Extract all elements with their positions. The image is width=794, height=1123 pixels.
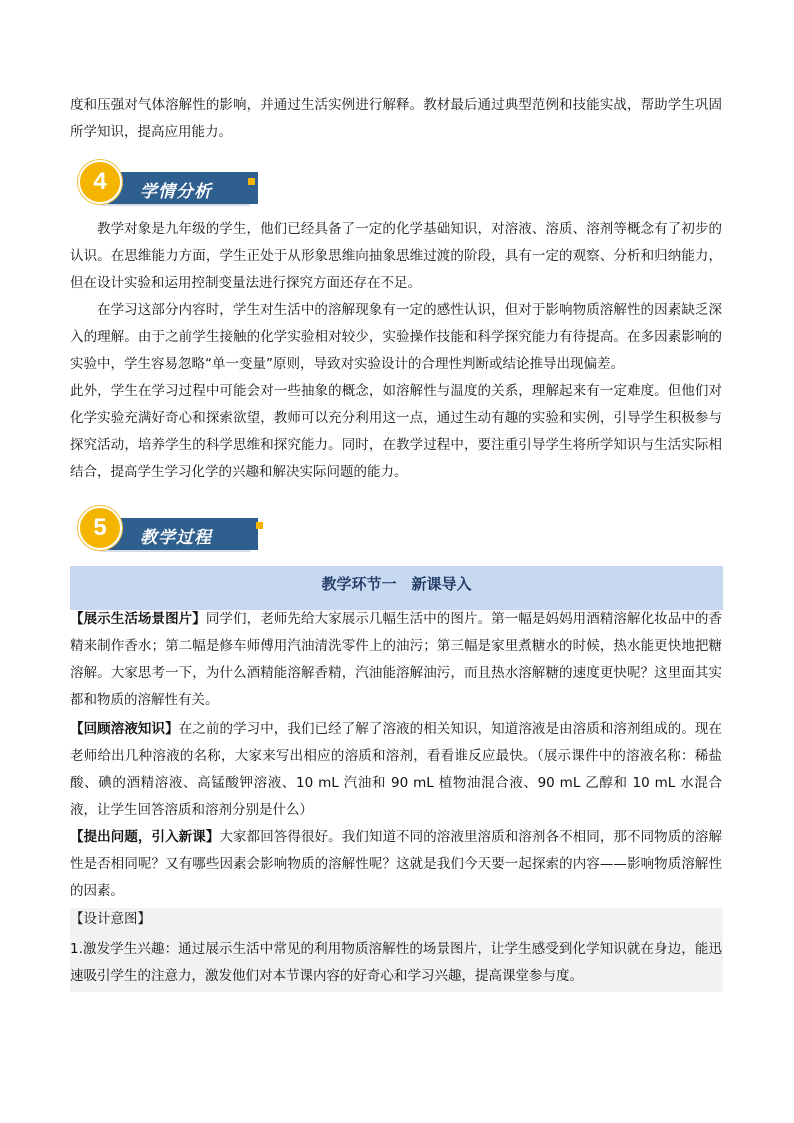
design-intent-text: 1.激发学生兴趣：通过展示生活中常见的利用物质溶解性的场景图片，让学生感受到化学知识就在身边，能迅速吸引学生的注意力，激发他们对本节课内容的好奇心和学习兴趣，提高课堂参与度。 [70, 941, 722, 984]
intro-paragraph: 度和压强对气体溶解性的影响，并通过生活实例进行解释。教材最后通过典型范例和技能实战，帮助学生巩固所学知识，提高应用能力。 [70, 97, 722, 140]
item-tag: 【提出问题，引入新课】 [70, 829, 220, 845]
section-number-badge: 4 [78, 160, 122, 204]
process-item-2 [70, 716, 722, 824]
stage-banner: 教学环节一 新课导入 [70, 566, 723, 610]
item-text: 大家都回答得很好。我们知道不同的溶液里溶质和溶剂各不相同，那不同物质的溶解性是否相同呢？又有哪些因素会影响物质的溶解性呢？这就是我们今天要一起探索的内容——影响物质溶解性的因素。 [70, 829, 723, 899]
section-number-badge: 5 [78, 506, 122, 550]
item-tag: 【展示生活场景图片】 [70, 611, 206, 627]
design-intent-label: 【设计意图】 [70, 911, 151, 927]
item-tag: 【回顾溶液知识】 [70, 721, 179, 737]
item-text: 同学们，老师先给大家展示几幅生活中的图片。第一幅是妈妈用酒精溶解化妆品中的香精来制作香水；第二幅是修车师傅用汽油清洗零件上的油污；第三幅是家里煮糖水的时候，热水能更快地把糖溶解。大家思考一下，为什么酒精能溶解香精，汽油能溶解油污，而且热水溶解糖的速度更快呢？这里面其实都和物质的溶解性有关。 [70, 611, 723, 708]
section-title: 学情分析 [140, 182, 212, 202]
process-item-3 [70, 824, 722, 905]
analysis-paragraph-2: 在学习这部分内容时，学生对生活中的溶解现象有一定的感性认识，但对于影响物质溶解性的因素缺乏深入的理解。由于之前学生接触的化学实验相对较少，实验操作技能和科学探究能力有待提高。在多因素影响的实验中，学生容易忽略“单一变量”原则，导致对实验设计的合理性判断或结论推导出现偏差。 [70, 302, 722, 372]
section-header-5 [78, 504, 268, 556]
section-title: 教学过程 [140, 528, 212, 548]
analysis-paragraph-3: 此外，学生在学习过程中可能会对一些抽象的概念，如溶解性与温度的关系，理解起来有一定难度。但他们对化学实验充满好奇心和探索欲望，教师可以充分利用这一点，通过生动有趣的实验和实例，引导学生积极参与探究活动，培养学生的科学思维和探究能力。同时，在教学过程中，要注重引导学生将所学知识与生活实际相结合，提高学生学习化学的兴趣和解决实际问题的能力。 [70, 383, 722, 480]
accent-square [256, 522, 263, 529]
section-header-4 [78, 158, 268, 210]
item-text: 在之前的学习中，我们已经了解了溶液的相关知识，知道溶液是由溶质和溶剂组成的。现在老师给出几种溶液的名称，大家来写出相应的溶质和溶剂，看看谁反应最快。（展示课件中的溶液名称：稀盐酸、碘的酒精溶液、高锰酸钾溶液、10 mL 汽油和 90 mL 植物油混合液、90 mL 乙醇和 10 mL 水混合液，让学生回答溶质和溶剂分别是什么） [70, 721, 723, 818]
accent-square [248, 178, 255, 185]
process-item-1 [70, 606, 722, 714]
analysis-paragraph-1: 教学对象是九年级的学生，他们已经具备了一定的化学基础知识，对溶液、溶质、溶剂等概念有了初步的认识。在思维能力方面，学生正处于从形象思维向抽象思维过渡的阶段，具有一定的观察、分析和归纳能力，但在设计实验和运用控制变量法进行探究方面还存在不足。 [70, 221, 722, 291]
